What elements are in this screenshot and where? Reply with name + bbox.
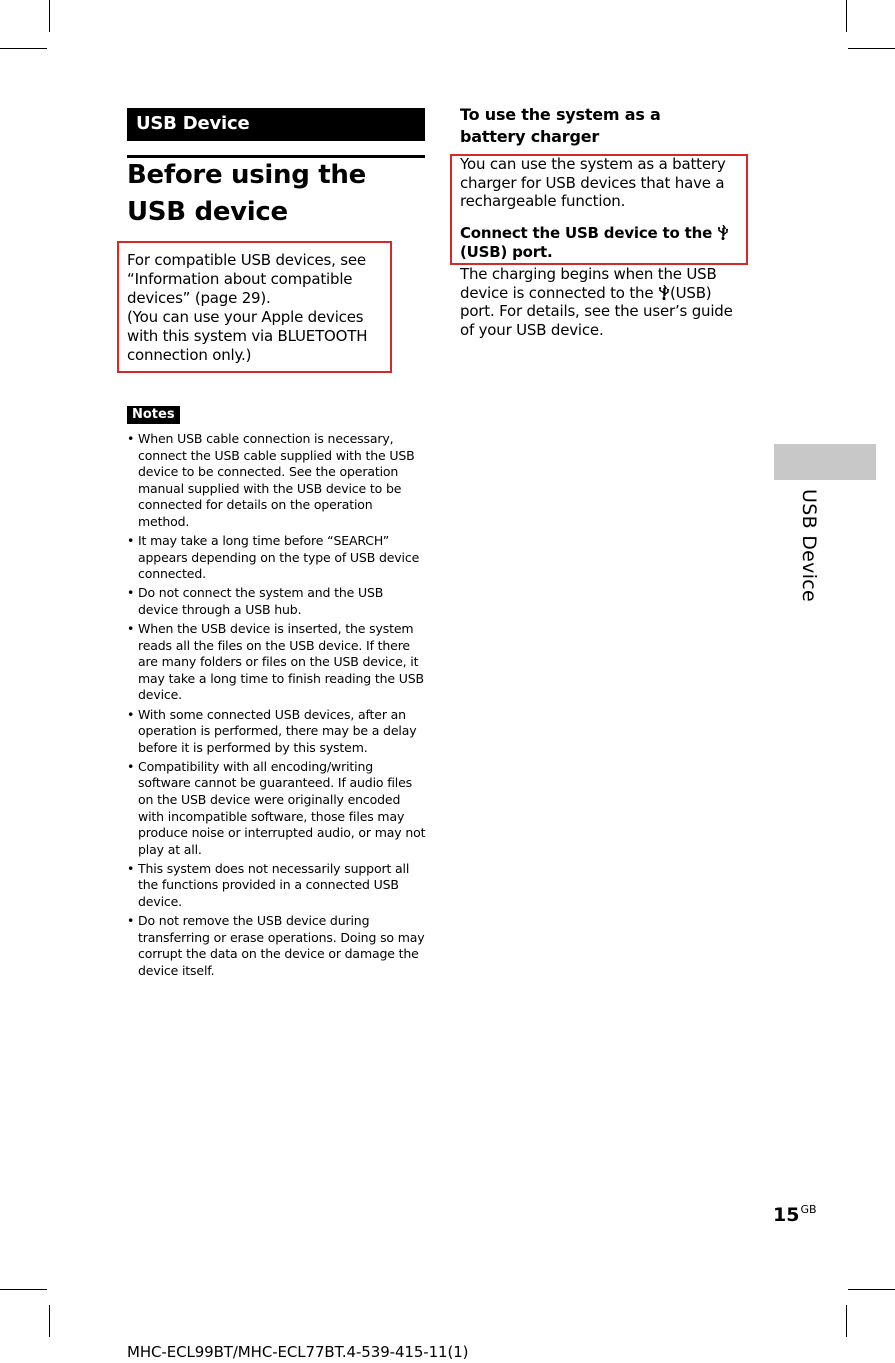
- note-item: • Do not remove the USB device during transferring or erase operations. Doing so may corrupt the data on the device or damage the device itself.: [127, 913, 425, 978]
- bullet-icon: •: [127, 913, 135, 929]
- intro-line-1: For compatible USB devices, see “Information about compatible devices” (page 29).: [127, 251, 366, 307]
- page-region: GB: [800, 1203, 817, 1216]
- bullet-icon: •: [127, 621, 135, 637]
- bullet-icon: •: [127, 431, 135, 446]
- bullet-icon: •: [127, 860, 135, 876]
- crop-mark-top-left-vertical: [49, 0, 50, 32]
- section-header: USB Device: [127, 108, 425, 141]
- note-item: • Compatibility with all encoding/writing software cannot be guaranteed. If audio files on the USB device were originally encoded with incompatible software, those files may produce noise or interrupted audio, or may not play at all.: [127, 758, 426, 857]
- charger-subheading: To use the system as a battery charger: [460, 105, 661, 146]
- note-item: • With some connected USB devices, after an operation is performed, there may be a delay before it is performed by this system.: [127, 706, 417, 755]
- bullet-icon: •: [127, 533, 135, 549]
- note-item: • This system does not necessarily support all the functions provided in a connected USB device.: [127, 860, 410, 910]
- notes-label: Notes: [127, 406, 180, 424]
- highlight-box-intro: [117, 241, 392, 373]
- bullet-icon: •: [127, 706, 135, 722]
- usb-icon: [658, 285, 670, 300]
- charger-detail: The charging begins when the USB device is connected to the (USB) port. For details, see the user’s guide of your USB device.: [460, 265, 733, 339]
- highlight-box-charger: [450, 154, 748, 265]
- crop-mark-top-right-horizontal: [848, 48, 895, 49]
- page-number: $15^{GB}$: [773, 1203, 817, 1226]
- crop-mark-bottom-right-vertical: [846, 1305, 847, 1337]
- note-item: • When the USB device is inserted, the system reads all the files on the USB device. If there are many folders or files on the USB device, it may take a long time to finish reading the USB device.: [127, 621, 424, 703]
- charger-description: You can use the system as a battery charger for USB devices that have a rechargeable function.: [460, 155, 726, 210]
- crop-mark-top-left-horizontal: [0, 48, 47, 49]
- bullet-icon: •: [127, 585, 135, 601]
- side-tab-label: USB Device: [798, 489, 820, 603]
- footer-model-code: MHC-ECL99BT/MHC-ECL77BT.4-539-415-11(1): [127, 1343, 469, 1361]
- note-item: • Do not connect the system and the USB device through a USB hub.: [127, 585, 384, 617]
- bullet-icon: •: [127, 758, 135, 774]
- charger-step: Connect the USB device to the (USB) port.: [460, 224, 745, 261]
- notes-list: [127, 431, 427, 982]
- crop-mark-bottom-left-vertical: [49, 1305, 50, 1337]
- crop-mark-bottom-right-horizontal: [848, 1289, 895, 1290]
- intro-line-2: (You can use your Apple devices with this system via BLUETOOTH connection only.): [127, 308, 368, 364]
- crop-mark-bottom-left-horizontal: [0, 1289, 47, 1290]
- side-tab: [774, 444, 876, 480]
- page-title: Before using the USB device: [127, 160, 366, 227]
- crop-mark-top-right-vertical: [846, 0, 847, 32]
- note-item: • It may take a long time before “SEARCH” appears depending on the type of USB device connected.: [127, 533, 420, 582]
- note-item: • When USB cable connection is necessary, connect the USB cable supplied with the USB device to be connected. See the operation manual supplied with the USB device to be connected for details on the operation method.: [127, 431, 415, 529]
